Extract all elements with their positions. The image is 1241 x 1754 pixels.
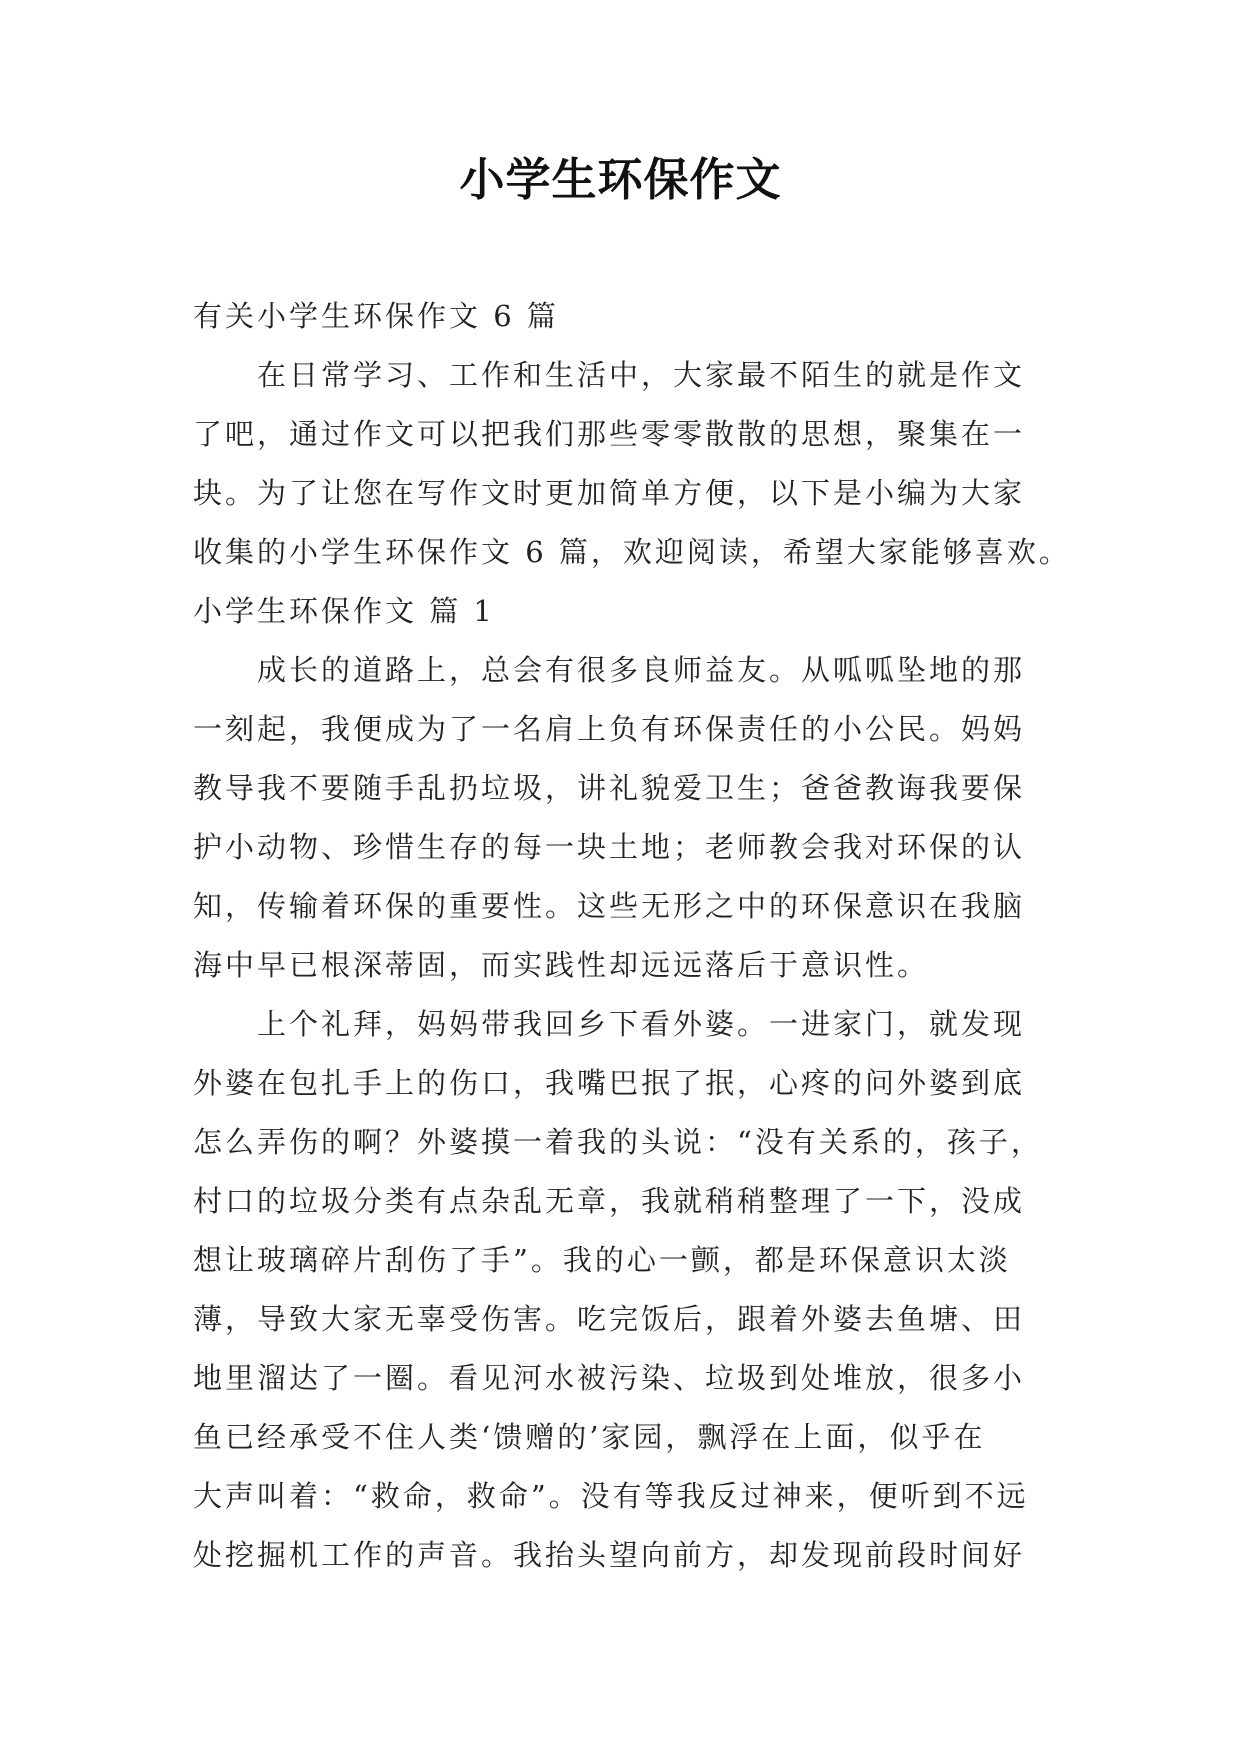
paragraph-line: 外婆在包扎手上的伤口，我嘴巴抿了抿，心疼的问外婆到底 bbox=[193, 1066, 1026, 1100]
paragraph-line: 处挖掘机工作的声音。我抬头望向前方，却发现前段时间好 bbox=[193, 1538, 1026, 1572]
paragraph-line: 鱼已经承受不住人类‘馈赠的’家园，飘浮在上面，似乎在 bbox=[193, 1420, 986, 1454]
paragraph-line: 想让玻璃碎片刮伤了手”。我的心一颤，都是环保意识太淡 bbox=[193, 1243, 1011, 1277]
paragraph-line: 地里溜达了一圈。看见河水被污染、垃圾到处堆放，很多小 bbox=[193, 1361, 1026, 1395]
paragraph-line: 教导我不要随手乱扔垃圾，讲礼貌爱卫生；爸爸教诲我要保 bbox=[193, 771, 1026, 805]
paragraph-line: 怎么弄伤的啊？外婆摸一着我的头说：“没有关系的，孩子， bbox=[193, 1125, 1043, 1159]
paragraph-line: 村口的垃圾分类有点杂乱无章，我就稍稍整理了一下，没成 bbox=[193, 1184, 1026, 1218]
paragraph-line: 大声叫着：“救命，救命”。没有等我反过神来，便听到不远 bbox=[193, 1479, 1029, 1513]
paragraph-line: 上个礼拜，妈妈带我回乡下看外婆。一进家门，就发现 bbox=[257, 1007, 1026, 1041]
paragraph-line: 成长的道路上，总会有很多良师益友。从呱呱坠地的那 bbox=[257, 653, 1026, 687]
paragraph-line: 收集的小学生环保作文 6 篇，欢迎阅读，希望大家能够喜欢。 bbox=[193, 535, 1071, 569]
document-body bbox=[193, 287, 1071, 1585]
paragraph-line: 一刻起，我便成为了一名肩上负有环保责任的小公民。妈妈 bbox=[193, 712, 1026, 746]
paragraph-line: 护小动物、珍惜生存的每一块土地；老师教会我对环保的认 bbox=[193, 830, 1026, 864]
document-title: 小学生环保作文 bbox=[459, 153, 782, 206]
paragraph-line: 海中早已根深蒂固，而实践性却远远落后于意识性。 bbox=[193, 948, 930, 982]
paragraph-line: 了吧，通过作文可以把我们那些零零散散的思想，聚集在一 bbox=[193, 417, 1026, 451]
paragraph-line: 薄，导致大家无辜受伤害。吃完饭后，跟着外婆去鱼塘、田 bbox=[193, 1302, 1026, 1336]
paragraph-line: 知，传输着环保的重要性。这些无形之中的环保意识在我脑 bbox=[193, 889, 1026, 923]
paragraph-line: 块。为了让您在写作文时更加简单方便，以下是小编为大家 bbox=[193, 476, 1026, 510]
paragraph-line: 在日常学习、工作和生活中，大家最不陌生的就是作文 bbox=[257, 358, 1026, 392]
paragraph-line: 小学生环保作文 篇 1 bbox=[193, 594, 495, 628]
paragraph-line: 有关小学生环保作文 6 篇 bbox=[193, 299, 559, 333]
